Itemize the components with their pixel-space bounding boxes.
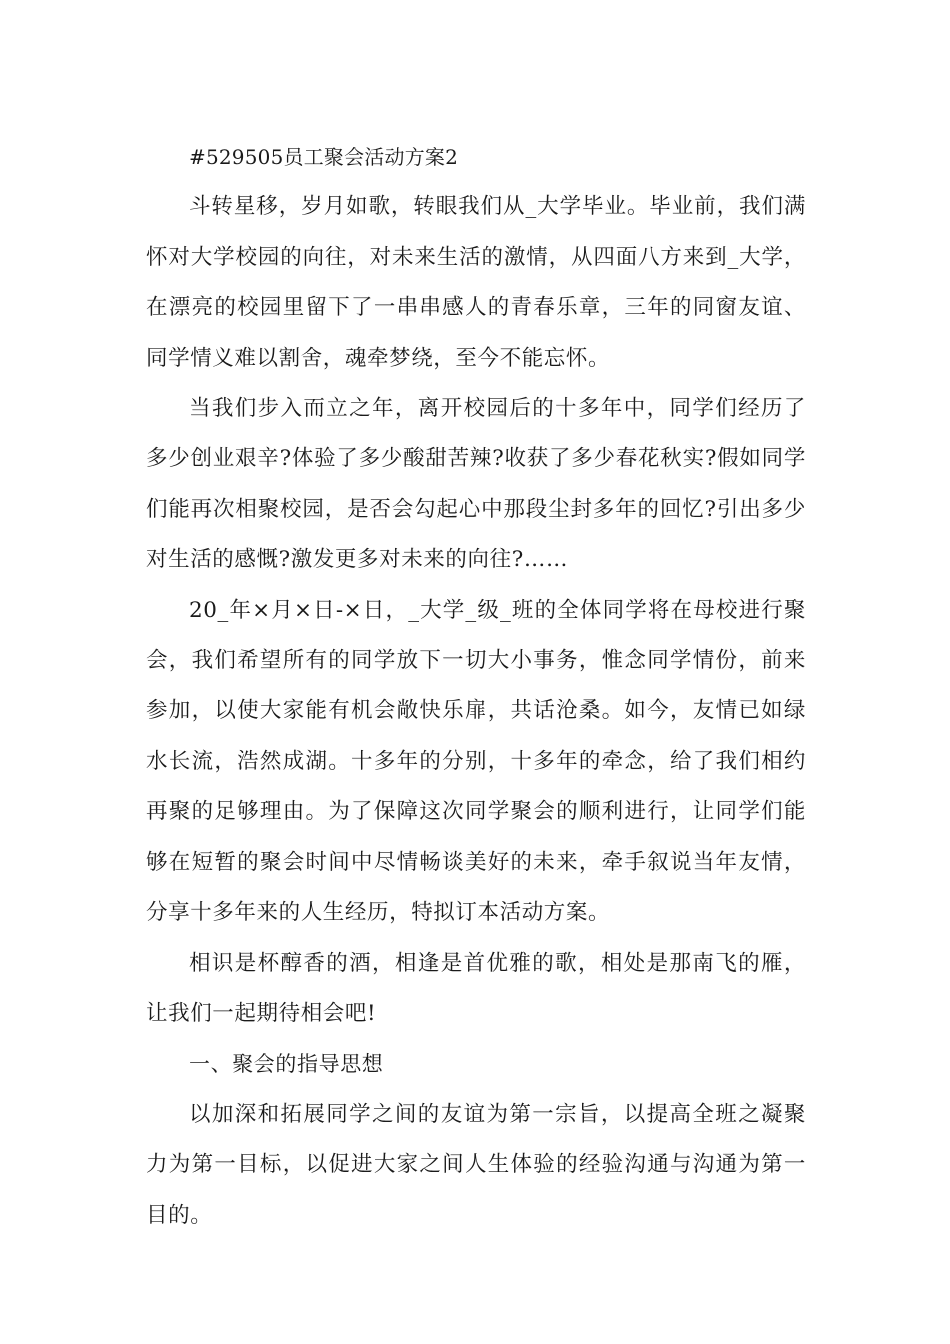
paragraph-reflection: 当我们步入而立之年，离开校园后的十多年中，同学们经历了多少创业艰辛?体验了多少酸甜苦辣?收获了多少春花秋实?假如同学们能再次相聚校园，是否会勾起心中那段尘封多年的回忆?引出多少对生活的感慨?激发更多对未来的向往?……: [146, 396, 806, 573]
section-body: 以加深和拓展同学之间的友谊为第一宗旨，以提高全班之凝聚力为第一目标，以促进大家之间人生体验的经验沟通与沟通为第一目的。: [146, 1101, 806, 1228]
document-body: [146, 132, 806, 1241]
paragraph-announcement: 20_年×月×日-×日，_大学_级_班的全体同学将在母校进行聚会，我们希望所有的同学放下一切大小事务，惟念同学情份，前来参加，以使大家能有机会敞快乐扉，共话沧桑。如今，友情已如绿水长流，浩然成湖。十多年的分别，十多年的牵念，给了我们相约再聚的足够理由。为了保障这次同学聚会的顺利进行，让同学们能够在短暂的聚会时间中尽情畅谈美好的未来，牵手叙说当年友情，分享十多年来的人生经历，特拟订本活动方案。: [146, 597, 806, 926]
paragraph-closing: 相识是杯醇香的酒，相逢是首优雅的歌，相处是那南飞的雁，让我们一起期待相会吧!: [146, 950, 806, 1026]
section-heading: 一、聚会的指导思想: [189, 1052, 384, 1077]
paragraph-intro: 斗转星移，岁月如歌，转眼我们从_大学毕业。毕业前，我们满怀对大学校园的向往，对未来生活的激情，从四面八方来到_大学，在漂亮的校园里留下了一串串感人的青春乐章，三年的同窗友谊、同学情义难以割舍，魂牵梦绕，至今不能忘怀。: [146, 194, 806, 371]
document-title: #529505员工聚会活动方案2: [189, 145, 459, 169]
